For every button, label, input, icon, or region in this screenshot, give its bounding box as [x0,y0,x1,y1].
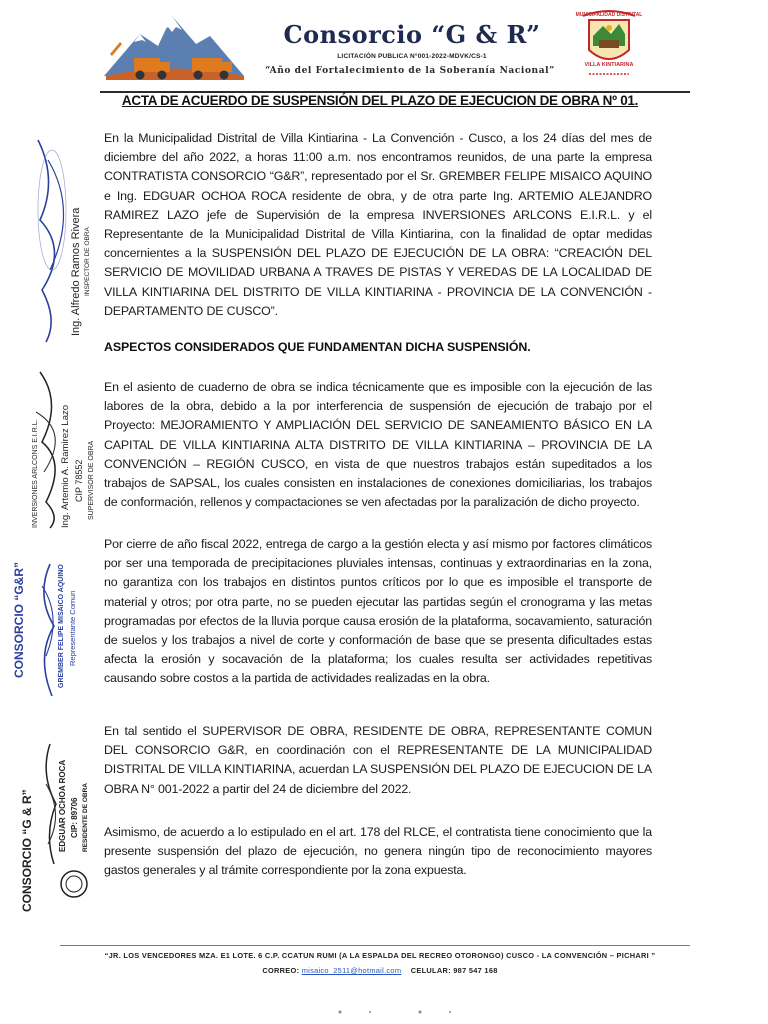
resident-consortium: CONSORCIO “G & R” [20,789,34,912]
supervisor-stamp [26,352,100,532]
paragraph-introduction: En la Municipalidad Distrital de Villa Kintiarina - La Convención - Cusco, a los 24 días del mes de diciembre del año 2022, a horas 11:00 a.m. nos encontramos reunidos, de una parte la empresa CONTRATISTA CONSORCIO “G&R”, representado por el Sr. GREMBER FELIPE MISAICO AQUINO e Ing. EDGUAR OCHOA ROCA residente de obra, y de otra parte Ing. ARTEMIO ALEJANDRO RAMIREZ LAZO jefe de Supervisión de la empresa INVERSIONES ARLCONS E.I.R.L. y el Representante de la Municipalidad Distrital de Villa Kintiarina, con la finalidad de optar medidas concernientes a la SUSPENSIÓN DEL PLAZO DE EJECUCIÓN DE LA OBRA: “CREACIÓN DEL SERVICIO DE MOVILIDAD URBANA A TRAVES DE PISTAS Y VEREDAS DE LA LOCALIDAD DE VILLA KINTIARINA DEL DISTRITO DE VILLA KINTIARINA - PROVINCIA DE LA CONVENCIÓN - DEPARTAMENTO DE CUSCO”. [104,131,652,318]
supervisor-company: INVERSIONES ARLCONS E.I.R.L. [32,419,39,528]
inspector-role: INSPECTOR DE OBRA [84,227,91,296]
inspector-name: Ing. Alfredo Ramos Rivera [70,207,82,336]
paragraph-agreement: En tal sentido el SUPERVISOR DE OBRA, RESIDENTE DE OBRA, REPRESENTANTE COMUN DEL CONSORCIO G&R, en coordinación con el REPRESENTANTE DE LA MUNICIPALIDAD DISTRITAL DE VILLA KINTIARINA, acuerdan LA SUSPENSIÓN DEL PLAZO DE EJECUCION DE LA OBRA N° 001-2022 a partir del 24 de diciembre del 2022. [104,724,652,796]
municipal-crest-icon [575,6,643,82]
crest-caption-bottom: VILLA KINTIARINA [584,62,634,68]
representative-consortium: CONSORCIO “G&R” [12,561,26,678]
resident-role: RESIDENTE DE OBRA [82,783,89,852]
resident-name: EDGUAR OCHOA ROCA [58,759,67,852]
section-heading: ASPECTOS CONSIDERADOS QUE FUNDAMENTAN DICHA SUSPENSIÓN. [104,340,531,354]
phone-number: 987 547 168 [453,966,498,975]
email-link[interactable]: misaico_2511@hotmail.com [301,966,402,975]
phone-label: CELULAR: [410,966,451,975]
crest-caption-top: MUNICIPALIDAD DISTRITAL [575,12,643,18]
supervisor-name: Ing. Artemio A. Ramirez Lazo [60,404,71,528]
tender-reference: LICITACIÓN PUBLICA N°001-2022-MDVK/CS-1 [337,53,487,60]
letterhead [0,0,768,92]
representative-name: GREMBER FELIPE MISAICO AQUINO [58,564,65,688]
paragraph-acknowledgement: Asimismo, de acuerdo a lo estipulado en el art. 178 del RLCE, el contratista tiene conocimiento que la presente suspensión del plazo de ejecución, no genera ningún tipo de reconocimiento mayores gastos generales y al trámite correspondiente por la zona expuesta. [104,825,652,878]
year-motto: “Año del Fortalecimiento de la Soberanía Nacional” [265,66,555,76]
representative-stamp [6,556,86,706]
resident-stamp [10,734,100,924]
footer-ornament-icon [300,1010,490,1014]
supervisor-role: SUPERVISOR DE OBRA [88,440,95,520]
email-label: CORREO: [262,966,300,975]
mountain-trucks-logo-icon [100,6,248,86]
footer-divider [60,945,690,946]
supervisor-cip: CIP 78552 [74,459,84,502]
representative-role: Representante Comun [68,590,77,666]
footer-address: “JR. LOS VENCEDORES MZA. E1 LOTE. 6 C.P. CCATUN RUMI (A LA ESPALDA DEL RECREO OTORONGO) CUSCO - LA CONVENCIÓN – PICHARI ” [104,951,656,960]
document-title: ACTA DE ACUERDO DE SUSPENSIÓN DEL PLAZO DE EJECUCION DE OBRA Nº 01. [121,93,639,108]
resident-cip: CIP: 89706 [70,797,79,838]
inspector-stamp [28,120,98,350]
footer-contact [70,966,690,975]
company-name: Consorcio “G & R” [283,20,541,49]
paragraph-climate-reason: Por cierre de año fiscal 2022, entrega de cargo a la gestión electa y así mismo por factores climáticos por ser una temporada de precipitaciones pluviales intensas, continuas y extraordinarias en la zona, no garantiza con los trabajos en distintos puntos críticos por lo que es imposible el transporte de material y otros; por otra parte, no se pueden ejecutar las partidas según el cronograma y las metas programadas por efectos de la lluvia porque causa erosión de la plataforma, socavamiento, saturación de suelos y los trabajos a nivel de corte y conformación de base que se presenta dificultades estas afecta la erosión y socavación de la plataforma; los cuales resulta ser actividades repetitivas causando sobre costos a la partida de actividades realizadas en la obra. [104,537,652,686]
paragraph-technical-reason: En el asiento de cuaderno de obra se indica técnicamente que es imposible con la ejecución de las labores de la obra, debido a la por interferencia de suspensión de ejecución de trabajo por el Proyecto: MEJORAMIENTO Y AMPLIACIÓN DEL SERVICIO DE SANEAMIENTO BÁSICO EN LA CAPITAL DE VILLA KINTIARINA ALTA DISTRITO DE VILLA KINTIARINA – PROVINCIA DE LA CONVENCIÓN – REGIÓN CUSCO, en vista de que nuestros trabajos están supeditados a los trabajos de SAPSAL, los cuales consisten en instalaciones de conexiones domiciliarias, los trabajos de conformación, rellenos y compactaciones se ven afectadas por la paralización de dicho proyecto. [104,380,652,510]
